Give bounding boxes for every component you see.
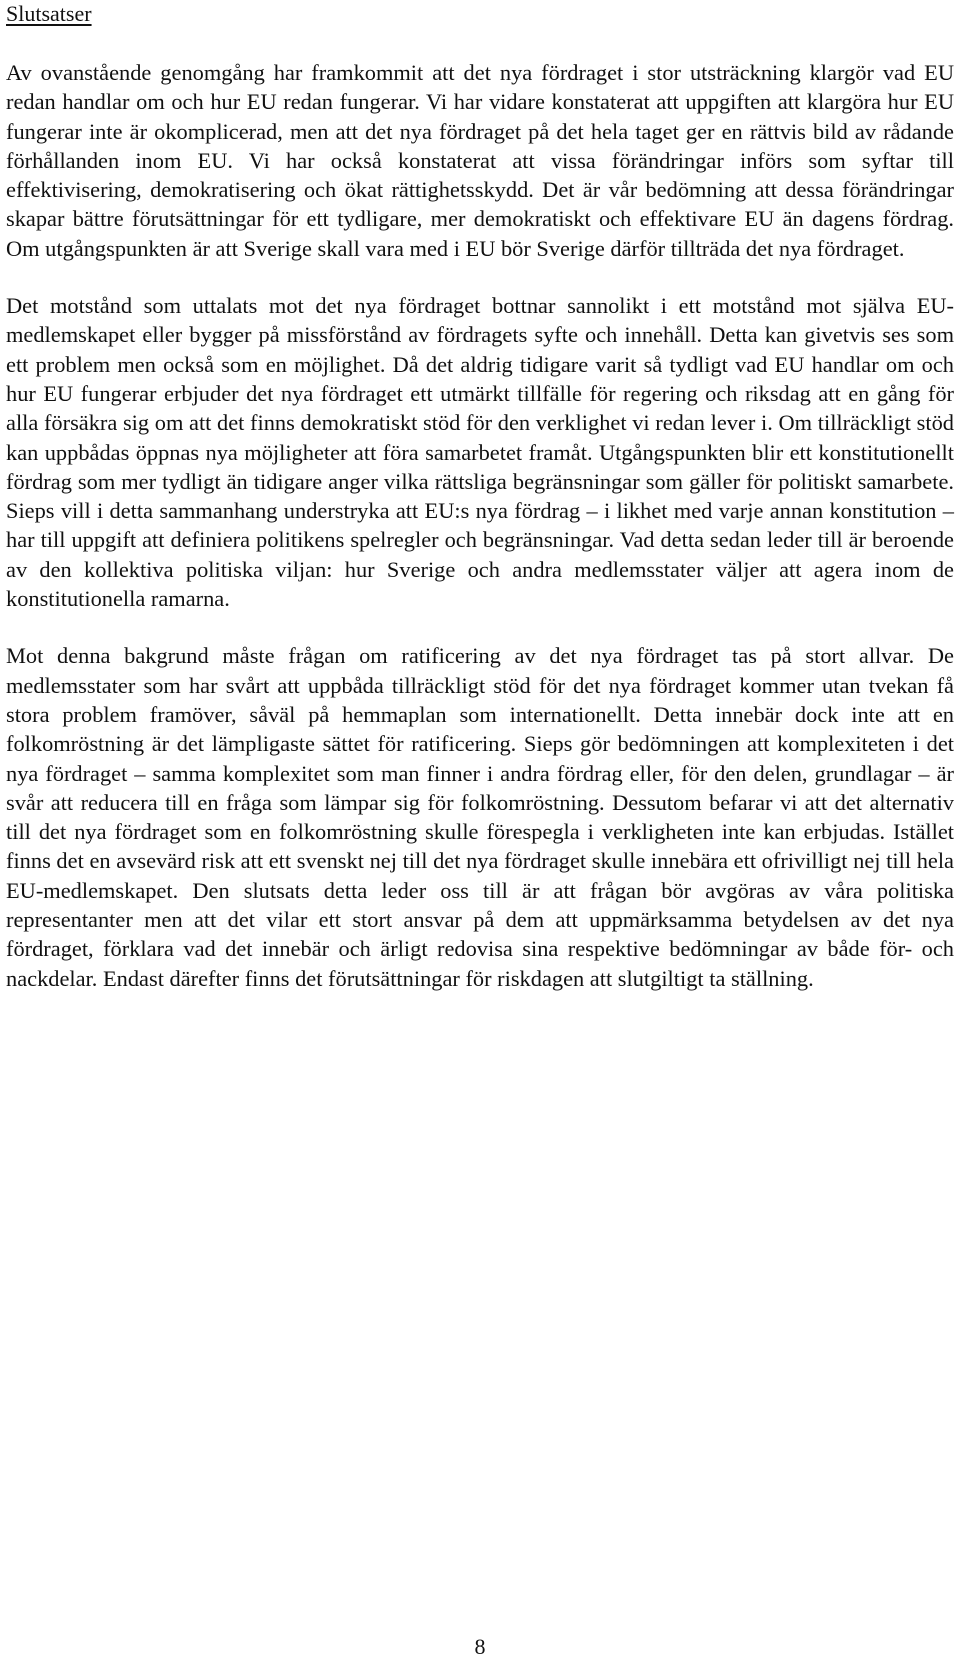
paragraph-2: Det motstånd som uttalats mot det nya fördraget bottnar sannolikt i ett motstånd mot själva EU-medlemskapet eller bygger på missförstånd av fördragets syfte och innehåll. Detta kan givetvis ses som ett problem men också som en möjlighet. Då det aldrig tidigare varit så tydligt vad EU handlar om och hur EU fungerar erbjuder det nya fördraget ett utmärkt tillfälle för regering och riksdag att en gång för alla försäkra sig om att det finns demokratiskt stöd för den verklighet vi redan lever i. Om tillräckligt stöd kan uppbådas öppnas nya möjligheter att föra samarbetet framåt. Utgångspunkten blir ett konstitutionellt fördrag som mer tydligt än tidigare anger vilka rättsliga begränsningar som gäller för politiskt samarbete. Sieps vill i detta sammanhang understryka att EU:s nya fördrag – i likhet med varje annan konstitution – har till uppgift att definiera politikens spelregler och begränsningar. Vad detta sedan leder till är beroende av den kollektiva politiska viljan: hur Sverige och andra medlemsstater väljer att agera inom de konstitutionella ramarna. xyxy=(6,293,954,612)
paragraph-1: Av ovanstående genomgång har framkommit att det nya fördraget i stor utsträckning klargör vad EU redan handlar om och hur EU redan fungerar. Vi har vidare konstaterat att uppgiften att klargöra hur EU fungerar inte är okomplicerad, men att det nya fördraget på det hela taget ger en rättvis bild av rådande förhållanden inom EU. Vi har också konstaterat att vissa förändringar införs som syftar till effektivisering, demokratisering och ökat rättighetsskydd. Det är vår bedömning att dessa förändringar skapar bättre förutsättningar för ett tydligare, mer demokratiskt och effektivare EU än dagens fördrag. Om utgångspunkten är att Sverige skall vara med i EU bör Sverige därför tillträda det nya fördraget. xyxy=(6,60,954,261)
paragraph-3: Mot denna bakgrund måste frågan om ratificering av det nya fördraget tas på stort allvar. De medlemsstater som har svårt att uppbåda tillräckligt stöd för det nya fördraget kommer utan tvekan få stora problem framöver, såväl på hemmaplan som internationellt. Detta innebär dock inte att en folkomröstning är det lämpligaste sättet för ratificering. Sieps gör bedömningen att komplexiteten i det nya fördraget – samma komplexitet som man finner i andra fördrag eller, för den delen, grundlagar – är svår att reducera till en fråga som lämpar sig för folkomröstning. Dessutom befarar vi att det alternativ till det nya fördraget som en folkomröstning skulle förespegla i verkligheten inte kan erbjudas. Istället finns det en avsevärd risk att ett svenskt nej till det nya fördraget skulle innebära ett ofrivilligt nej till hela EU-medlemskapet. Den slutsats detta leder oss till är att frågan bör avgöras av våra politiska representanter men att det vilar ett stort ansvar på dem att uppmärksamma betydelsen av det nya fördraget, förklara vad det innebär och ärligt redovisa sina respektive bedömningar av både för- och nackdelar. Endast därefter finns det förutsättningar för riskdagen att slutgiltigt ta ställning. xyxy=(6,643,954,991)
page-number: 8 xyxy=(474,1634,486,1659)
section-heading: Slutsatser xyxy=(6,1,92,26)
body-text xyxy=(6,58,954,993)
